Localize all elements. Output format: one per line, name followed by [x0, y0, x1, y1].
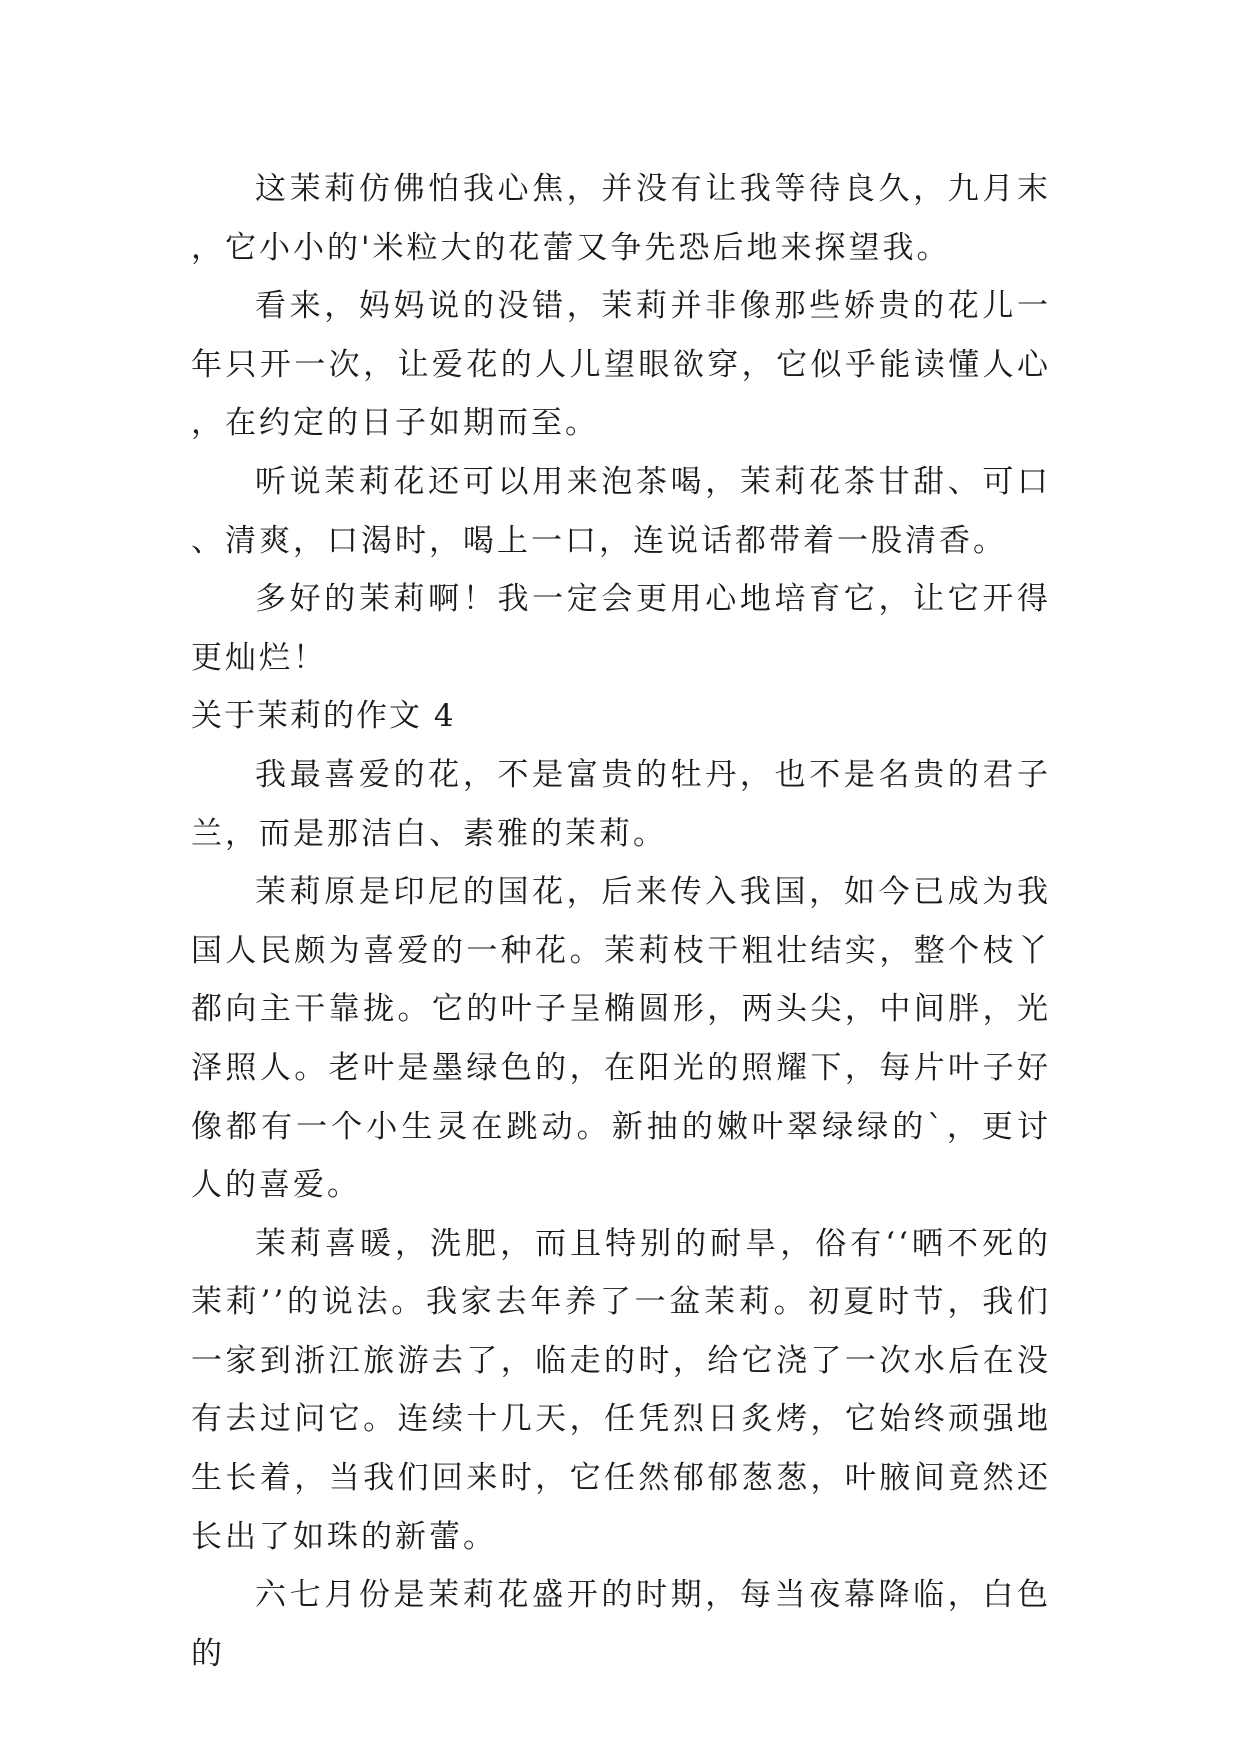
paragraph-jasmine-bud: 这茉莉仿佛怕我心焦，并没有让我等待良久，九月末，它小小的'米粒大的花蕾又争先恐后地来探望我。 — [191, 171, 1051, 266]
paragraph-national-flower: 茉莉原是印尼的国花，后来传入我国，如今已成为我国人民颇为喜爱的一种花。茉莉枝干粗壮结实，整个枝丫都向主干靠拢。它的叶子呈椭圆形，两头尖，中间胖，光泽照人。老叶是墨绿色的，在阳光的照耀下，每片叶子好像都有一个小生灵在跳动。新抽的嫩叶翠绿绿的`，更讨人的喜爱。 — [191, 874, 1051, 1204]
paragraph-blooming-season: 六七月份是茉莉花盛开的时期，每当夜幕降临，白色的 — [191, 1577, 1051, 1672]
paragraph-mother-was-right: 看来，妈妈说的没错，茉莉并非像那些娇贵的花儿一年只开一次，让爱花的人儿望眼欲穿，它似乎能读懂人心，在约定的日子如期而至。 — [191, 288, 1051, 442]
essay-heading: 关于茉莉的作文 4 — [191, 698, 456, 735]
document-body — [191, 160, 1051, 1683]
paragraph-drought-tolerant: 茉莉喜暖，洗肥，而且特别的耐旱，俗有‘‘晒不死的茉莉’’的说法。我家去年养了一盆茉莉。初夏时节，我们一家到浙江旅游去了，临走的时，给它浇了一次水后在没有去过问它。连续十几天，任凭烈日炙烤，它始终顽强地生长着，当我们回来时，它任然郁郁葱葱，叶腋间竟然还长出了如珠的新蕾。 — [191, 1225, 1051, 1555]
paragraph-favorite-flower: 我最喜爱的花，不是富贵的牡丹，也不是名贵的君子兰，而是那洁白、素雅的茉莉。 — [191, 756, 1051, 852]
paragraph-jasmine-tea: 听说茉莉花还可以用来泡茶喝，茉莉花茶甘甜、可口、清爽，口渴时，喝上一口，连说话都带着一股清香。 — [191, 463, 1051, 559]
paragraph-cultivate: 多好的茉莉啊！我一定会更用心地培育它，让它开得更灿烂！ — [191, 581, 1051, 676]
